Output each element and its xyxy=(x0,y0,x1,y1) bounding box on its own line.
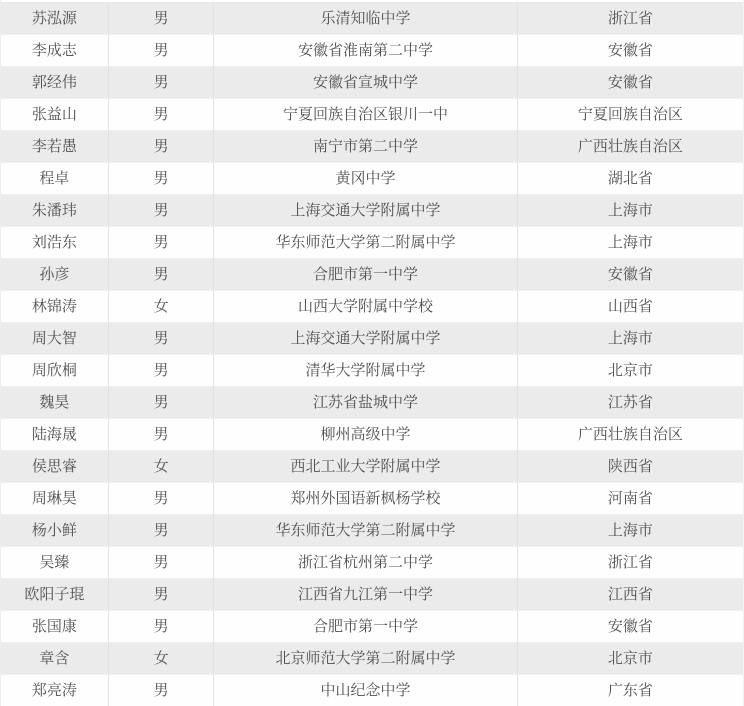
student-province-cell: 广东省 xyxy=(518,675,743,706)
student-name-cell: 欧阳子琨 xyxy=(1,579,109,611)
student-school-cell: 郑州外国语新枫杨学校 xyxy=(214,483,517,515)
table-row xyxy=(1,611,743,643)
table-row xyxy=(1,323,743,355)
student-gender-cell: 男 xyxy=(109,675,215,706)
student-province-cell: 宁夏回族自治区 xyxy=(518,99,743,131)
student-province-cell: 安徽省 xyxy=(518,611,743,643)
student-name-cell: 郭经伟 xyxy=(1,67,109,99)
table-row xyxy=(1,291,743,323)
student-gender-cell: 男 xyxy=(109,67,215,99)
student-name-cell: 魏昊 xyxy=(1,387,109,419)
table-row xyxy=(1,3,743,35)
student-province-cell: 广西壮族自治区 xyxy=(518,131,743,163)
student-name-cell: 章含 xyxy=(1,643,109,675)
student-gender-cell: 男 xyxy=(109,355,215,387)
student-gender-cell: 男 xyxy=(109,323,215,355)
student-name-cell: 周大智 xyxy=(1,323,109,355)
table-row xyxy=(1,643,743,675)
student-gender-cell: 男 xyxy=(109,419,215,451)
student-province-cell: 江苏省 xyxy=(518,387,743,419)
student-school-cell: 西北工业大学附属中学 xyxy=(214,451,517,483)
table-row xyxy=(1,387,743,419)
student-school-cell: 北京师范大学第二附属中学 xyxy=(214,643,517,675)
student-school-cell: 江苏省盐城中学 xyxy=(214,387,517,419)
student-gender-cell: 男 xyxy=(109,35,215,67)
student-school-cell: 山西大学附属中学校 xyxy=(214,291,517,323)
student-province-cell: 山西省 xyxy=(518,291,743,323)
student-name-cell: 周琳昊 xyxy=(1,483,109,515)
student-name-cell: 张益山 xyxy=(1,99,109,131)
student-school-cell: 柳州高级中学 xyxy=(214,419,517,451)
student-school-cell: 安徽省淮南第二中学 xyxy=(214,35,517,67)
student-school-cell: 清华大学附属中学 xyxy=(214,355,517,387)
student-gender-cell: 男 xyxy=(109,163,215,195)
table-row xyxy=(1,99,743,131)
student-school-cell: 安徽省宣城中学 xyxy=(214,67,517,99)
student-school-cell: 上海交通大学附属中学 xyxy=(214,195,517,227)
table-row xyxy=(1,579,743,611)
student-province-cell: 安徽省 xyxy=(518,67,743,99)
student-gender-cell: 男 xyxy=(109,259,215,291)
table-row xyxy=(1,163,743,195)
table-row xyxy=(1,451,743,483)
student-gender-cell: 男 xyxy=(109,483,215,515)
student-name-cell: 杨小鲜 xyxy=(1,515,109,547)
student-province-cell: 北京市 xyxy=(518,643,743,675)
student-gender-cell: 男 xyxy=(109,387,215,419)
student-school-cell: 乐清知临中学 xyxy=(214,3,517,35)
student-school-cell: 上海交通大学附属中学 xyxy=(214,323,517,355)
student-name-cell: 程卓 xyxy=(1,163,109,195)
table-row xyxy=(1,227,743,259)
student-name-cell: 吴臻 xyxy=(1,547,109,579)
student-school-cell: 黄冈中学 xyxy=(214,163,517,195)
student-province-cell: 河南省 xyxy=(518,483,743,515)
students-table-body xyxy=(1,3,743,706)
student-gender-cell: 女 xyxy=(109,451,215,483)
student-gender-cell: 男 xyxy=(109,579,215,611)
student-gender-cell: 女 xyxy=(109,291,215,323)
student-name-cell: 周欣桐 xyxy=(1,355,109,387)
table-row xyxy=(1,355,743,387)
student-gender-cell: 女 xyxy=(109,643,215,675)
student-province-cell: 浙江省 xyxy=(518,547,743,579)
student-school-cell: 华东师范大学第二附属中学 xyxy=(214,515,517,547)
student-name-cell: 林锦涛 xyxy=(1,291,109,323)
table-row xyxy=(1,195,743,227)
student-province-cell: 江西省 xyxy=(518,579,743,611)
student-province-cell: 浙江省 xyxy=(518,3,743,35)
student-gender-cell: 男 xyxy=(109,227,215,259)
student-school-cell: 合肥市第一中学 xyxy=(214,259,517,291)
student-school-cell: 江西省九江第一中学 xyxy=(214,579,517,611)
student-province-cell: 陕西省 xyxy=(518,451,743,483)
student-school-cell: 浙江省杭州第二中学 xyxy=(214,547,517,579)
student-name-cell: 侯思睿 xyxy=(1,451,109,483)
student-name-cell: 张国康 xyxy=(1,611,109,643)
student-gender-cell: 男 xyxy=(109,547,215,579)
student-gender-cell: 男 xyxy=(109,195,215,227)
student-school-cell: 合肥市第一中学 xyxy=(214,611,517,643)
student-school-cell: 宁夏回族自治区银川一中 xyxy=(214,99,517,131)
student-province-cell: 湖北省 xyxy=(518,163,743,195)
student-school-cell: 华东师范大学第二附属中学 xyxy=(214,227,517,259)
student-province-cell: 上海市 xyxy=(518,323,743,355)
student-name-cell: 孙彦 xyxy=(1,259,109,291)
student-gender-cell: 男 xyxy=(109,99,215,131)
table-row xyxy=(1,419,743,451)
student-province-cell: 上海市 xyxy=(518,515,743,547)
table-row xyxy=(1,483,743,515)
student-gender-cell: 男 xyxy=(109,131,215,163)
table-row xyxy=(1,547,743,579)
student-gender-cell: 男 xyxy=(109,611,215,643)
student-province-cell: 上海市 xyxy=(518,195,743,227)
student-province-cell: 广西壮族自治区 xyxy=(518,419,743,451)
student-gender-cell: 男 xyxy=(109,3,215,35)
student-gender-cell: 男 xyxy=(109,515,215,547)
student-name-cell: 郑亮涛 xyxy=(1,675,109,706)
table-row xyxy=(1,675,743,706)
student-province-cell: 安徽省 xyxy=(518,259,743,291)
student-name-cell: 刘浩东 xyxy=(1,227,109,259)
student-name-cell: 李若愚 xyxy=(1,131,109,163)
student-name-cell: 李成志 xyxy=(1,35,109,67)
student-province-cell: 北京市 xyxy=(518,355,743,387)
student-province-cell: 上海市 xyxy=(518,227,743,259)
student-province-cell: 安徽省 xyxy=(518,35,743,67)
table-row xyxy=(1,131,743,163)
student-name-cell: 朱潘玮 xyxy=(1,195,109,227)
student-name-cell: 苏泓源 xyxy=(1,3,109,35)
student-school-cell: 中山纪念中学 xyxy=(214,675,517,706)
table-row xyxy=(1,259,743,291)
student-name-cell: 陆海晟 xyxy=(1,419,109,451)
table-row xyxy=(1,515,743,547)
table-row xyxy=(1,35,743,67)
table-row xyxy=(1,67,743,99)
student-school-cell: 南宁市第二中学 xyxy=(214,131,517,163)
